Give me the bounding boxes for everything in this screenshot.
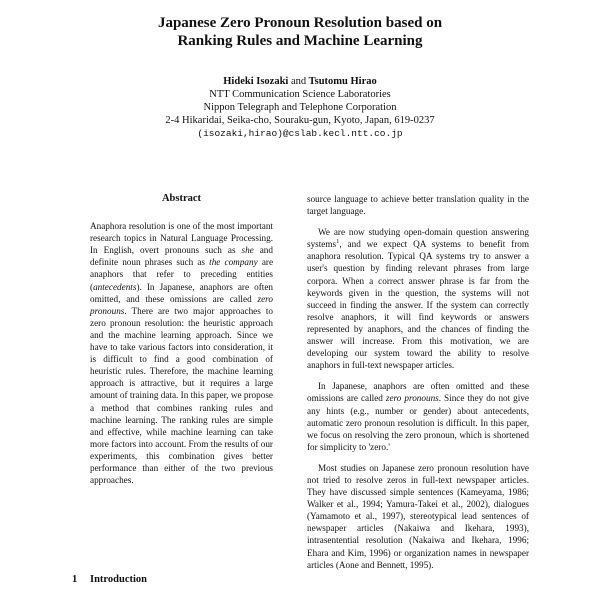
author-and: and: [290, 76, 307, 87]
author-2: Tsutomu Hirao: [308, 76, 377, 87]
section-heading-introduction: [72, 574, 147, 585]
section-title: Introduction: [90, 574, 147, 585]
paragraph-continued: source language to achieve better translation quality in the target language.: [307, 194, 529, 217]
email: (isozaki,hirao)@cslab.kecl.ntt.co.jp: [197, 128, 403, 139]
paragraph-previous-studies: Most studies on Japanese zero pronoun resolution have not tried to resolve zeros in full-text newspaper articles. They have discussed simple sentences (Kameyama, 1986; Walker et al., 1994; Yamura-Takei et al., 2002), dialogues (Yamamoto et al., 1997), stereotypical lead sentences of newspaper articles (Nakaiwa and Ikehara, 1993), intrasentential resolution (Nakaiwa and Ikehara, 1996; Ehara and Kim, 1996) or organization names in newspaper articles (Aone and Bennett, 1995).: [307, 462, 529, 570]
title-line-1: Japanese Zero Pronoun Resolution based on: [157, 15, 443, 31]
right-column: [307, 193, 529, 571]
affiliation-2: Nippon Telegraph and Telephone Corporation: [203, 102, 397, 113]
paper-title: [100, 14, 500, 50]
affiliation-1: NTT Communication Science Laboratories: [209, 89, 391, 100]
address: 2-4 Hikaridai, Seika-cho, Souraku-gun, Kyoto, Japan, 619-0237: [165, 115, 435, 126]
author-1: Hideki Isozaki: [223, 76, 289, 87]
abstract-heading: Abstract: [161, 193, 202, 204]
paragraph-qa: We are now studying open-domain question answering systems$^1$, and we expect QA systems to benefit from anaphora resolution. Typical QA systems try to answer a user's question by finding relevant phrases from large corpora. When a correct answer phrase is far from the keywords given in the question, the systems will not succeed in finding the answer. If the system can correctly resolve anaphors, it will find keywords or answers represented by anaphors, and the chances of finding the answer will increase. From this motivation, we are developing our system toward the ability to resolve anaphors in full-text newspaper articles.: [307, 227, 529, 371]
author-block: [150, 75, 450, 140]
title-line-2: Ranking Rules and Machine Learning: [177, 33, 423, 49]
author-names: [150, 75, 450, 88]
section-number: 1: [72, 574, 78, 585]
paragraph-zero-pronouns: In Japanese, anaphors are often omitted and these omissions are called zero pronouns. Since they do not give any hints (e.g., number or gender) about antecedents, automatic zero pronoun resolution is difficult. In this paper, we focus on resolving the zero pronoun, which is shortened for simplicity to 'zero.': [307, 381, 530, 452]
abstract-text: Anaphora resolution is one of the most important research topics in Natural Language Processing. In English, overt pronouns such as she and definite noun phrases such as the company are anaphors that refer to preceding entities (antecedents). In Japanese, anaphors are often omitted, and these omissions are called zero pronouns. There are two major approaches to zero pronoun resolution: the heuristic approach and the machine learning approach. Since we have to take various factors into consideration, it is difficult to find a good combination of heuristic rules. Therefore, the machine learning approach is attractive, but it requires a large amount of training data. In this paper, we propose a method that combines ranking rules and machine learning. The ranking rules are simple and effective, while machine learning can take more factors into account. From the results of our experiments, this combination gives better performance than either of the two previous approaches.: [90, 221, 274, 486]
left-column: [90, 193, 273, 486]
